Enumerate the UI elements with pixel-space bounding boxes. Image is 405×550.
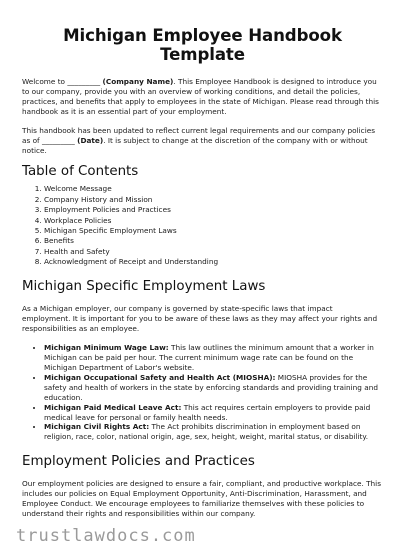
- toc-item: 7. Health and Safety: [44, 247, 383, 257]
- law-description: This act requires certain employers to provide paid medical leave for personal or family health needs.: [44, 402, 371, 422]
- intro-text-rest: . This Employee Handbook is designed to introduce you to our company, provide you with an overview of working conditions, and detail the policies, practices, and benefits that apply to employees in the state of Michigan. Please read through this handbook as it is an essential part of your employment.: [22, 77, 379, 116]
- law-name: Michigan Paid Medical Leave Act:: [44, 402, 182, 412]
- law-item: [44, 343, 383, 373]
- company-name-placeholder: (Company Name): [102, 77, 174, 86]
- intro-paragraph: [22, 77, 383, 117]
- toc-item: 1. Welcome Message: [44, 184, 383, 194]
- update-text: This handbook has been updated to reflect current legal requirements and our company policies as of _________: [22, 125, 376, 145]
- toc-item: 2. Company History and Mission: [44, 195, 383, 205]
- employment-paragraph: Our employment policies are designed to ensure a fair, compliant, and productive workplace. This includes our policies on Equal Employment Opportunity, Anti-Discrimination, Harassment, and Employee Conduct. We encourage employees to familiarize themselves with these policies to understand their rights and responsibilities within our company.: [22, 479, 382, 519]
- law-item: [44, 422, 383, 442]
- toc-item: 3. Employment Policies and Practices: [44, 205, 383, 215]
- law-description: This law outlines the minimum amount that a worker in Michigan can be paid per hour. The current minimum wage rate can be found on the Michigan Department of Labor's website.: [44, 343, 374, 372]
- toc-item: 6. Benefits: [44, 236, 383, 246]
- law-description: The Act prohibits discrimination in employment based on religion, race, color, national origin, age, sex, height, weight, marital status, or disability.: [44, 422, 369, 442]
- toc-heading: Table of Contents: [22, 164, 139, 180]
- law-item: [44, 403, 383, 423]
- intro-text: Welcome to _________: [22, 77, 103, 86]
- law-name: Michigan Minimum Wage Law:: [44, 343, 169, 353]
- employment-heading: Employment Policies and Practices: [22, 454, 255, 470]
- laws-heading: Michigan Specific Employment Laws: [22, 279, 266, 295]
- toc-item: 5. Michigan Specific Employment Laws: [44, 226, 383, 236]
- update-paragraph: [22, 126, 383, 156]
- law-description: MIOSHA provides for the safety and health of workers in the state by enforcing standards and providing training and education.: [44, 372, 378, 402]
- update-text-rest: . It is subject to change at the discretion of the company with or without notice.: [22, 135, 368, 155]
- law-name: Michigan Civil Rights Act:: [44, 422, 150, 432]
- law-item: [44, 373, 383, 403]
- law-name: Michigan Occupational Safety and Health Act (MIOSHA):: [44, 372, 276, 382]
- toc-item: 8. Acknowledgment of Receipt and Understanding: [44, 257, 383, 267]
- document-title: Michigan Employee Handbook Template: [63, 26, 342, 64]
- toc-item: 4. Workplace Policies: [44, 216, 383, 226]
- toc-list: [22, 184, 383, 267]
- document-page: [0, 26, 405, 519]
- date-placeholder: (Date): [77, 135, 104, 145]
- laws-list: [22, 343, 383, 442]
- site-watermark: trustlawdocs.com: [16, 526, 196, 546]
- laws-intro-paragraph: As a Michigan employer, our company is governed by state-specific laws that impact employment. It is important for you to be aware of these laws as they may affect your rights and responsibilities as an employee.: [22, 304, 378, 334]
